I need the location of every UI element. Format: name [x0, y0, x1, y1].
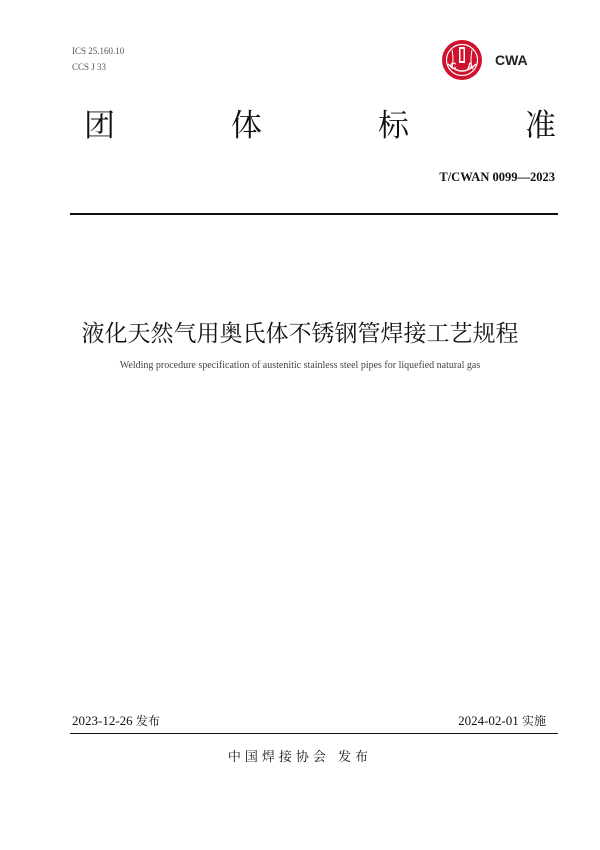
standard-number: T/CWAN 0099—2023	[439, 170, 555, 184]
document-title-en: Welding procedure specification of austenitic stainless steel pipes for liquefied natural gas	[119, 360, 481, 371]
date-line	[72, 712, 546, 732]
logo-mark-letter-c: C	[450, 61, 457, 71]
cwa-emblem-icon	[440, 38, 484, 82]
standard-type-char: 体	[231, 108, 262, 144]
implementation-label: 实施	[521, 714, 546, 728]
classification-codes	[72, 43, 124, 75]
standard-type-char: 标	[378, 108, 409, 144]
standard-type-char: 准	[525, 108, 556, 144]
publisher-line: 中国焊接协会 发布	[227, 750, 373, 765]
cwa-logo	[440, 38, 550, 82]
ccs-code: CCS J 33	[72, 62, 107, 72]
issue-label: 发布	[135, 714, 160, 728]
ics-code: ICS 25.160.10	[72, 46, 125, 56]
logo-mark-letter-a: A	[467, 61, 474, 71]
standard-type-heading	[84, 106, 556, 146]
issue-date-group	[72, 712, 160, 729]
issue-date: 2023-12-26	[72, 713, 133, 728]
implementation-date-group	[458, 712, 546, 729]
footer-divider	[70, 733, 558, 734]
header-divider	[70, 213, 558, 215]
logo-text: CWA	[495, 52, 528, 68]
document-title-cn: 液化天然气用奥氏体不锈钢管焊接工艺规程	[81, 321, 519, 347]
standard-type-char: 团	[84, 108, 115, 144]
implementation-date: 2024-02-01	[458, 713, 519, 728]
